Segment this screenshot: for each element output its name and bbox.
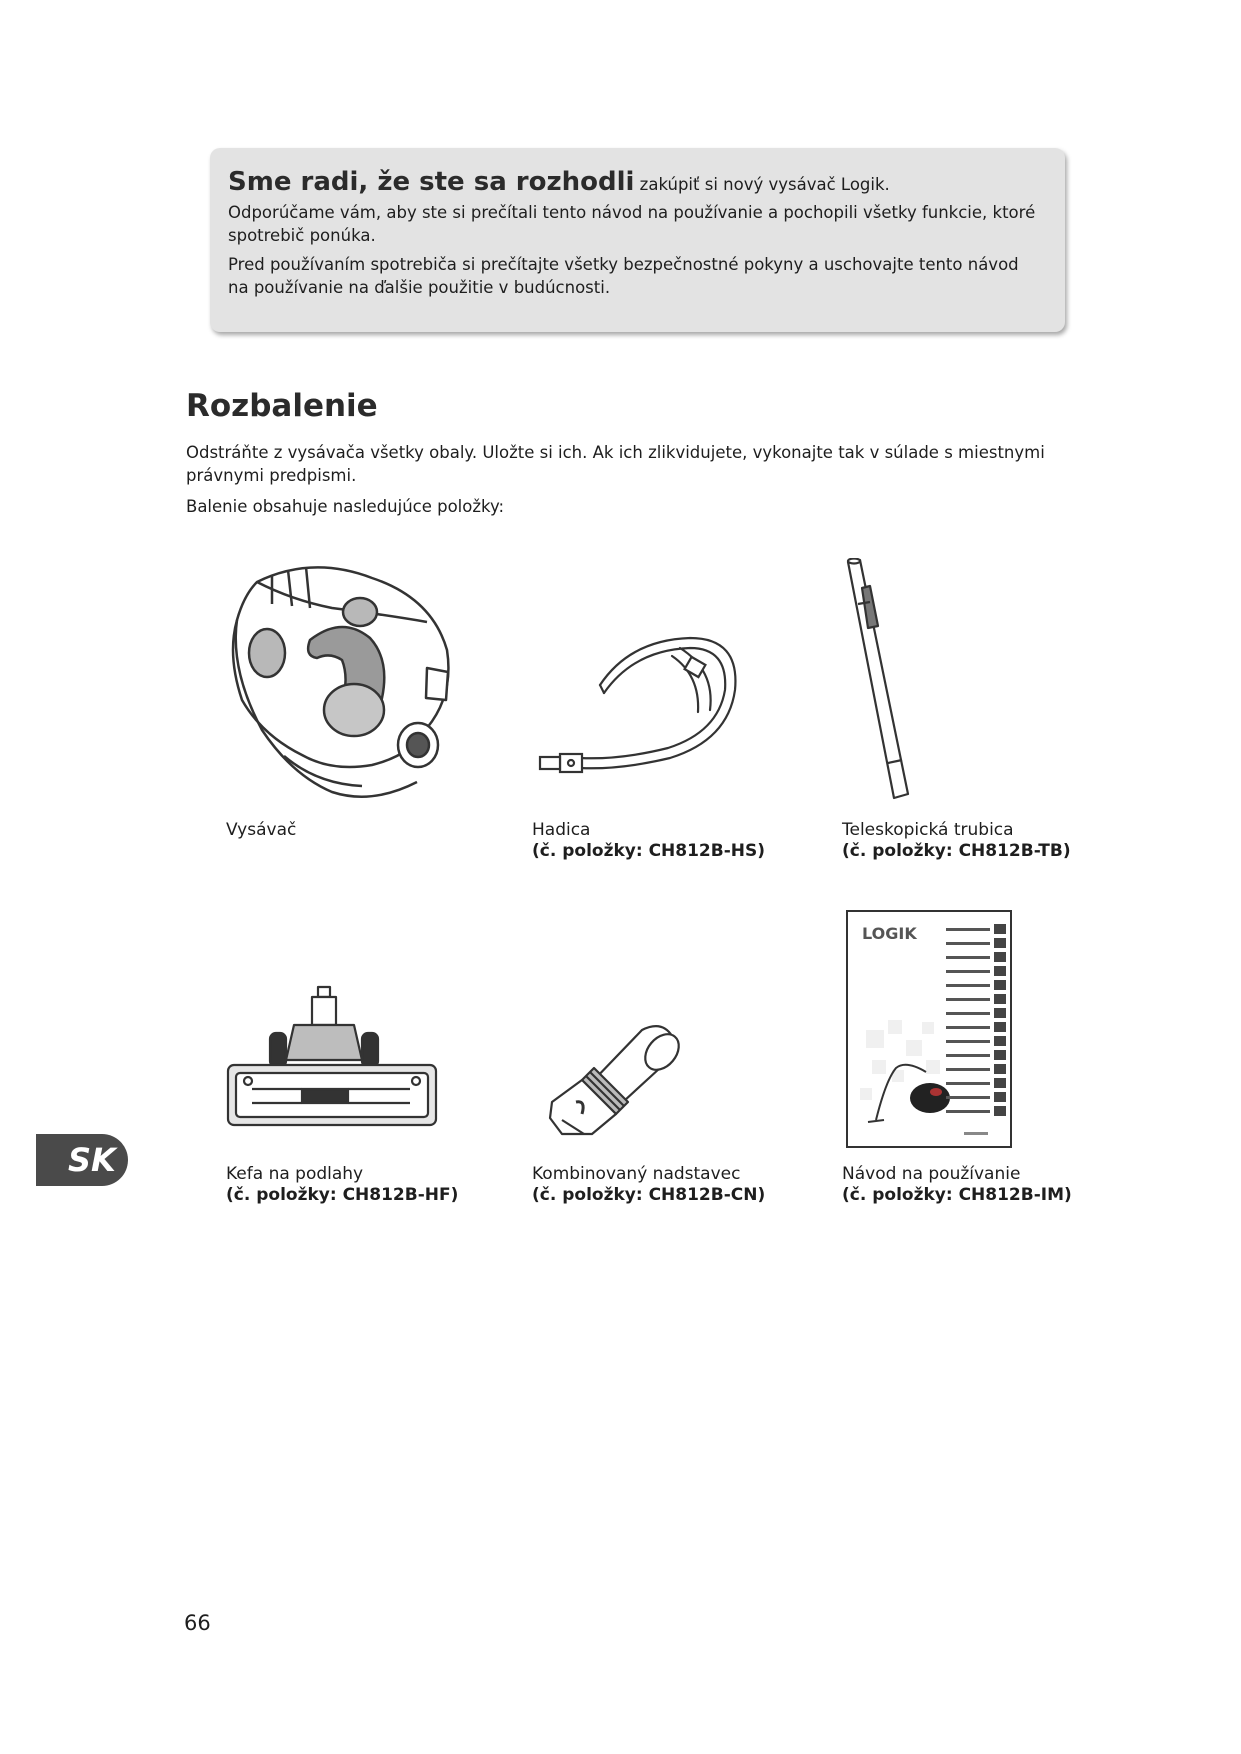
page-number: 66 [184,1611,211,1635]
combination-nozzle-icon [532,1022,692,1142]
caption-telescopic-tube [842,820,1071,862]
caption-floor-brush [226,1164,458,1206]
item-name: Kombinovaný nadstavec [532,1164,741,1184]
caption-combination-nozzle [532,1164,765,1206]
caption-instruction-manual [842,1164,1072,1206]
intro-paragraph-1: Odporúčame vám, aby ste si prečítali tento návod na používanie a pochopili všetky funkcie, ktoré spotrebič ponúka. [228,203,1036,245]
vacuum-cleaner-icon [222,560,472,805]
item-name: Vysávač [226,820,297,840]
item-instruction-manual [846,910,1012,1148]
item-code: (č. položky: CH812B-HS) [532,841,766,861]
item-code: (č. položky: CH812B-HF) [226,1185,459,1205]
instruction-manual-icon [846,910,1012,1148]
item-code: (č. položky: CH812B-IM) [842,1185,1072,1205]
item-code: (č. položky: CH812B-TB) [842,841,1071,861]
telescopic-tube-icon [840,558,930,808]
item-name: Teleskopická trubica [842,820,1014,840]
item-hose [530,630,770,785]
unpacking-paragraph: Odstráňte z vysávača všetky obaly. Uložte si ich. Ak ich zlikvidujete, vykonajte tak v súlade s miestnymi právnymi predpismi. [186,443,1045,485]
caption-hose [532,820,765,862]
package-contents-intro: Balenie obsahuje nasledujúce položky: [186,497,505,516]
item-combination-nozzle [532,1022,692,1142]
item-vacuum-cleaner [222,560,472,805]
language-tab-label: SK [68,1141,116,1179]
item-telescopic-tube [840,558,930,808]
manual-logo: LOGIK [862,924,917,943]
item-name: Kefa na podlahy [226,1164,364,1184]
intro-box [210,148,1065,332]
hose-icon [530,630,770,785]
floor-brush-icon [222,985,442,1140]
language-tab [36,1134,128,1186]
item-name: Hadica [532,820,591,840]
intro-paragraph-2: Pred používaním spotrebiča si prečítajte všetky bezpečnostné pokyny a uschovajte tento návod na používanie na ďalšie použitie v budúcnosti. [228,255,1019,297]
intro-headline-rest: zakúpiť si nový vysávač Logik. [634,175,890,194]
item-code: (č. položky: CH812B-CN) [532,1185,766,1205]
item-name: Návod na používanie [842,1164,1021,1184]
item-floor-brush [222,985,442,1140]
caption-vacuum-cleaner [226,820,296,841]
intro-headline-bold: Sme radi, že ste sa rozhodli [228,167,635,197]
section-title: Rozbalenie [186,388,378,424]
intro-headline [228,167,1037,197]
